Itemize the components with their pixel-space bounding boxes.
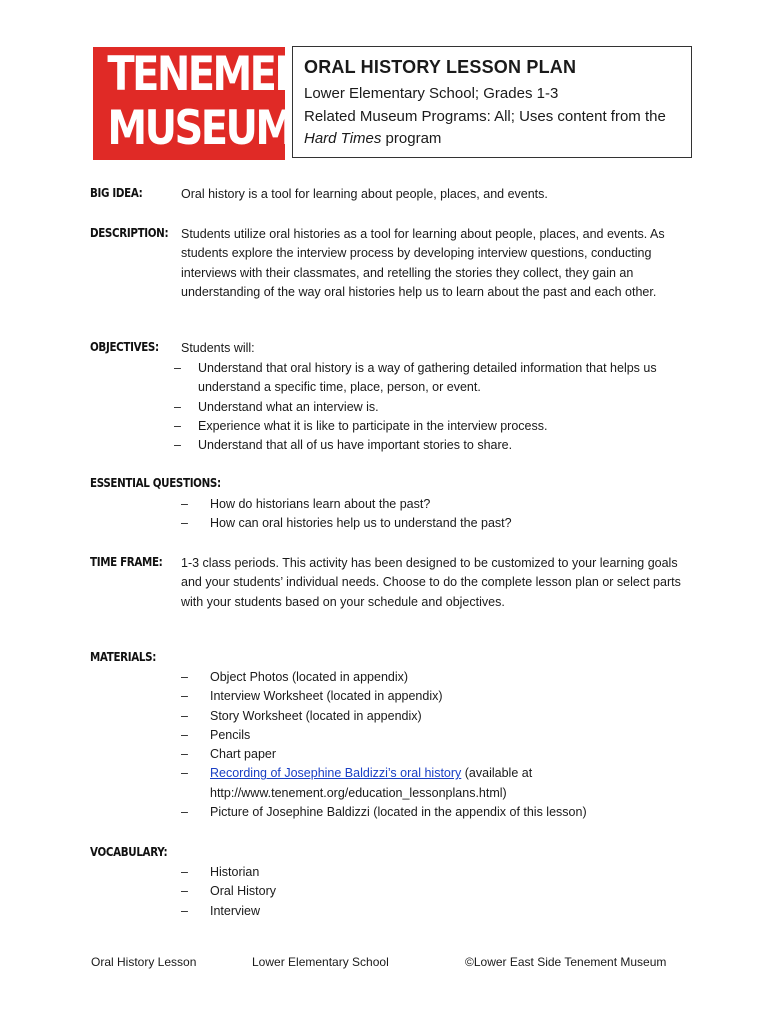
essential-questions-label: ESSENTIAL QUESTIONS:: [90, 476, 221, 490]
list-item: – Pencils: [181, 727, 251, 742]
related-prefix: Related Museum Programs: All; Uses content from the: [304, 108, 666, 125]
related-italic: Hard Times: [304, 130, 382, 147]
related-suffix: program: [381, 130, 442, 147]
list-item: – How can oral histories help us to understand the past?: [181, 516, 512, 531]
list-item: – Chart paper: [181, 747, 277, 762]
list-item: – Understand what an interview is.: [174, 399, 379, 414]
essential-questions-list: [181, 495, 691, 534]
vocabulary-list: [181, 863, 691, 921]
objectives-intro: Students will:: [181, 341, 255, 355]
list-item: – Oral History: [181, 884, 276, 899]
list-item: – Interview: [181, 903, 261, 918]
materials-list: [181, 668, 691, 822]
list-item: – Object Photos (located in appendix): [181, 670, 409, 684]
vocabulary-label: VOCABULARY:: [90, 845, 168, 859]
footer-right: ©Lower East Side Tenement Museum: [465, 955, 667, 969]
footer-center: Lower Elementary School: [252, 955, 389, 969]
list-item: – Experience what it is like to participate in the interview process.: [174, 418, 548, 433]
objectives-label: OBJECTIVES:: [90, 340, 159, 354]
logo-line-2: MUSEUM: [107, 101, 293, 156]
list-item: – How do historians learn about the past?: [181, 497, 431, 511]
description-text: Students utilize oral histories as a tool for learning about people, places, and events. As students explore the interview process by developing interview questions, conducting interviews with their classmates, and retelling the stories they collect, they gain an understanding of the way oral histories help us to learn about the past and each other.: [181, 227, 665, 299]
title-box: [292, 46, 692, 158]
page-subtitle: Lower Elementary School; Grades 1-3: [304, 85, 559, 102]
list-item: – Understand that oral history is a way of gathering detailed information that helps us understand a specific time, place, person, or event.: [174, 361, 657, 395]
list-item: – Historian: [181, 865, 260, 879]
list-item: – Understand that all of us have important stories to share.: [174, 438, 513, 453]
time-frame-label: TIME FRAME:: [90, 555, 163, 569]
objectives-list: [174, 359, 684, 455]
related-programs: [304, 106, 691, 150]
footer-left: Oral History Lesson: [91, 955, 197, 969]
list-item: – Interview Worksheet (located in appendix): [181, 689, 443, 704]
description-label: DESCRIPTION:: [90, 226, 169, 240]
time-frame-text: 1-3 class periods. This activity has been designed to be customized to your learning goals and your students’ individual needs. Choose to do the complete lesson plan or select parts with your students based on your schedule and objectives.: [181, 556, 681, 609]
list-item: – Picture of Josephine Baldizzi (located in the appendix of this lesson): [181, 805, 587, 820]
list-item: – Recording of Josephine Baldizzi’s oral history (available at http://www.tenement.org/education_lessonplans.html): [181, 766, 533, 800]
logo-line-1: TENEMENT: [107, 47, 331, 102]
recording-link[interactable]: Recording of Josephine Baldizzi’s oral history: [210, 766, 462, 781]
big-idea-text: Oral history is a tool for learning about people, places, and events.: [181, 187, 548, 201]
list-item: – Story Worksheet (located in appendix): [181, 708, 422, 723]
materials-label: MATERIALS:: [90, 650, 157, 664]
big-idea-label: BIG IDEA:: [90, 186, 143, 200]
page-title: ORAL HISTORY LESSON PLAN: [304, 57, 577, 77]
tenement-museum-logo: [93, 47, 331, 160]
